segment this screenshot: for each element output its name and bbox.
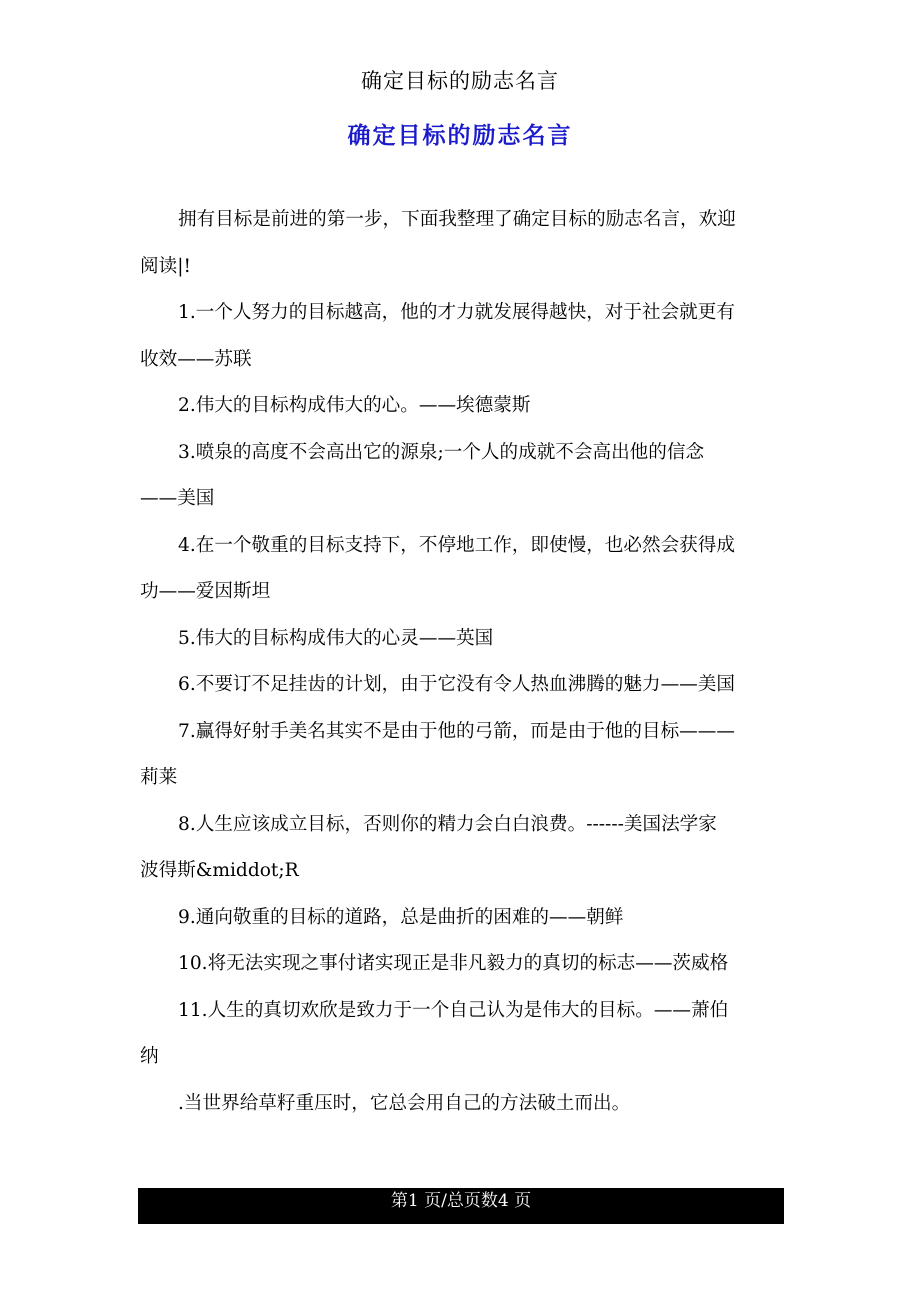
quote-item xyxy=(140,941,782,988)
paragraph-line: 5.伟大的目标构成伟大的心灵——英国 xyxy=(178,627,494,649)
quote-item xyxy=(140,616,782,663)
paragraph-line: 收效——苏联 xyxy=(140,348,252,370)
paragraph-line: 4.在一个敬重的目标支持下，不停地工作，即使慢，也必然会获得成 xyxy=(178,534,735,556)
paragraph-line: .当世界给草籽重压时，它总会用自己的方法破土而出。 xyxy=(178,1092,631,1114)
paragraph-line: 9.通向敬重的目标的道路，总是曲折的困难的——朝鲜 xyxy=(178,906,624,928)
page-title: 确定目标的励志名言 xyxy=(361,69,559,93)
quote-item xyxy=(140,1081,782,1128)
page-number-label: 第1 页/总页数4 页 xyxy=(390,1191,532,1211)
paragraph-line: 2.伟大的目标构成伟大的心。——埃德蒙斯 xyxy=(178,395,531,416)
quote-item xyxy=(140,290,782,383)
paragraph-line: 8.人生应该成立目标，否则你的精力会白白浪费。------美国法学家 xyxy=(178,813,717,835)
quote-item xyxy=(140,383,782,430)
page-footer xyxy=(138,1188,784,1224)
paragraph-line: 拥有目标是前进的第一步，下面我整理了确定目标的励志名言，欢迎 xyxy=(178,209,736,230)
quote-item xyxy=(140,709,782,802)
paragraph-line: ——美国 xyxy=(140,488,215,509)
quote-item xyxy=(140,802,782,895)
document-heading: 确定目标的励志名言 xyxy=(347,123,573,149)
paragraph-line: 阅读|! xyxy=(140,255,191,277)
paragraph-intro xyxy=(140,197,782,290)
paragraph-line: 11.人生的真切欢欣是致力于一个自己认为是伟大的目标。——萧伯 xyxy=(178,999,729,1021)
paragraph-line: 纳 xyxy=(140,1046,159,1067)
paragraph-line: 3.喷泉的高度不会高出它的源泉;一个人的成就不会高出他的信念 xyxy=(178,441,705,463)
paragraph-line: 10.将无法实现之事付诸实现正是非凡毅力的真切的标志——茨威格 xyxy=(178,953,729,974)
paragraph-line: 莉莱 xyxy=(140,767,178,788)
paragraph-line: 6.不要订不足挂齿的计划，由于它没有令人热血沸腾的魅力——美国 xyxy=(178,674,735,695)
quote-item xyxy=(140,523,782,616)
paragraph-line: 功——爱因斯坦 xyxy=(140,581,271,602)
quote-item xyxy=(140,662,782,709)
quote-item xyxy=(140,430,782,523)
quote-item xyxy=(140,895,782,942)
paragraph-line: 1.一个人努力的目标越高，他的才力就发展得越快，对于社会就更有 xyxy=(178,302,735,323)
paragraph-line: 波得斯&middot;R xyxy=(140,860,299,881)
document-body xyxy=(140,197,782,1127)
paragraph-line: 7.赢得好射手美名其实不是由于他的弓箭，而是由于他的目标——— xyxy=(178,720,735,742)
quote-item xyxy=(140,988,782,1081)
